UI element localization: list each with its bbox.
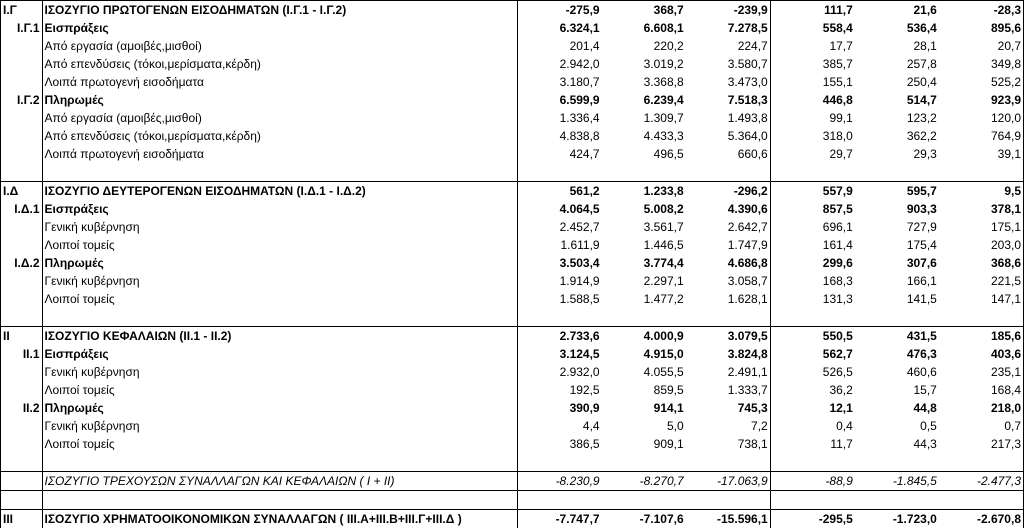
value-cell: 7,2 <box>686 417 771 435</box>
value-cell <box>686 163 771 182</box>
value-cell: 224,7 <box>686 37 771 55</box>
table-row <box>1 91 1024 109</box>
value-cell: 476,3 <box>855 345 939 363</box>
value-cell: 738,1 <box>686 435 771 453</box>
row-code <box>1 236 43 254</box>
row-label: Λοιποί τομείς <box>42 236 517 254</box>
value-cell: 562,7 <box>770 345 855 363</box>
value-cell: 550,5 <box>770 327 855 346</box>
value-cell: 120,0 <box>939 109 1024 127</box>
value-cell: 385,7 <box>770 55 855 73</box>
value-cell: 496,5 <box>602 145 686 163</box>
value-cell <box>517 163 602 182</box>
value-cell: 558,4 <box>770 19 855 37</box>
value-cell: 44,3 <box>855 435 939 453</box>
value-cell: 203,0 <box>939 236 1024 254</box>
row-code: Ι.Γ <box>1 1 43 20</box>
value-cell: 28,1 <box>855 37 939 55</box>
value-cell: 0,5 <box>855 417 939 435</box>
value-cell: -17.063,9 <box>686 472 771 491</box>
row-label: Εισπράξεις <box>42 200 517 218</box>
value-cell: 218,0 <box>939 399 1024 417</box>
value-cell: 1.336,4 <box>517 109 602 127</box>
value-cell: 5,0 <box>602 417 686 435</box>
value-cell <box>770 453 855 472</box>
value-cell: 386,5 <box>517 435 602 453</box>
value-cell: 859,5 <box>602 381 686 399</box>
row-label: Γενική κυβέρνηση <box>42 363 517 381</box>
row-label <box>42 163 517 182</box>
value-cell <box>770 491 855 510</box>
table-row <box>1 472 1024 491</box>
value-cell <box>855 308 939 327</box>
value-cell: 1.493,8 <box>686 109 771 127</box>
table-row <box>1 399 1024 417</box>
value-cell <box>855 491 939 510</box>
value-cell: 168,4 <box>939 381 1024 399</box>
row-label: Πληρωμές <box>42 254 517 272</box>
value-cell: 4.064,5 <box>517 200 602 218</box>
spacer-row <box>1 163 1024 182</box>
table-row <box>1 1 1024 20</box>
table-row <box>1 417 1024 435</box>
value-cell: 175,4 <box>855 236 939 254</box>
row-code <box>1 55 43 73</box>
row-code <box>1 145 43 163</box>
value-cell: 99,1 <box>770 109 855 127</box>
value-cell: 446,8 <box>770 91 855 109</box>
value-cell: 131,3 <box>770 290 855 308</box>
value-cell: 6.599,9 <box>517 91 602 109</box>
value-cell: 307,6 <box>855 254 939 272</box>
row-code <box>1 381 43 399</box>
value-cell <box>517 491 602 510</box>
value-cell: 909,1 <box>602 435 686 453</box>
value-cell: 1.233,8 <box>602 182 686 201</box>
value-cell: 403,6 <box>939 345 1024 363</box>
row-code <box>1 472 43 491</box>
value-cell <box>686 453 771 472</box>
value-cell <box>602 163 686 182</box>
row-label: ΙΣΟΖΥΓΙΟ ΠΡΩΤΟΓΕΝΩΝ ΕΙΣΟΔΗΜΑΤΩΝ (Ι.Γ.1 - Ι.Γ.2) <box>42 1 517 20</box>
spacer-row <box>1 453 1024 472</box>
value-cell: 4.838,8 <box>517 127 602 145</box>
value-cell: 4.000,9 <box>602 327 686 346</box>
value-cell: 745,3 <box>686 399 771 417</box>
value-cell <box>939 453 1024 472</box>
value-cell: 4.055,5 <box>602 363 686 381</box>
value-cell: 1.628,1 <box>686 290 771 308</box>
value-cell: 7.278,5 <box>686 19 771 37</box>
value-cell: 141,5 <box>855 290 939 308</box>
value-cell: 217,3 <box>939 435 1024 453</box>
value-cell <box>602 453 686 472</box>
value-cell: -2.477,3 <box>939 472 1024 491</box>
row-code <box>1 109 43 127</box>
value-cell: 201,4 <box>517 37 602 55</box>
row-label: Λοιποί τομείς <box>42 290 517 308</box>
value-cell <box>855 163 939 182</box>
value-cell: 536,4 <box>855 19 939 37</box>
value-cell: 895,6 <box>939 19 1024 37</box>
value-cell: 3.774,4 <box>602 254 686 272</box>
row-code <box>1 127 43 145</box>
value-cell: 557,9 <box>770 182 855 201</box>
value-cell: 3.368,8 <box>602 73 686 91</box>
value-cell: 3.824,8 <box>686 345 771 363</box>
value-cell: -88,9 <box>770 472 855 491</box>
row-label <box>42 308 517 327</box>
row-code: Ι.Γ.2 <box>1 91 43 109</box>
value-cell: 17,7 <box>770 37 855 55</box>
value-cell: 1.309,7 <box>602 109 686 127</box>
table-row <box>1 19 1024 37</box>
table-row <box>1 290 1024 308</box>
value-cell: 220,2 <box>602 37 686 55</box>
value-cell: 4.433,3 <box>602 127 686 145</box>
table-row <box>1 37 1024 55</box>
row-label: Γενική κυβέρνηση <box>42 417 517 435</box>
value-cell: 5.364,0 <box>686 127 771 145</box>
value-cell: -275,9 <box>517 1 602 20</box>
value-cell: 2.942,0 <box>517 55 602 73</box>
value-cell: 29,7 <box>770 145 855 163</box>
table-row <box>1 254 1024 272</box>
row-code <box>1 435 43 453</box>
value-cell: 3.561,7 <box>602 218 686 236</box>
value-cell: 2.297,1 <box>602 272 686 290</box>
value-cell: -296,2 <box>686 182 771 201</box>
row-label: Πληρωμές <box>42 399 517 417</box>
value-cell: 185,6 <box>939 327 1024 346</box>
value-cell: 3.180,7 <box>517 73 602 91</box>
row-code: Ι.Δ <box>1 182 43 201</box>
row-label: ΙΣΟΖΥΓΙΟ ΧΡΗΜΑΤΟΟΙΚΟΝΟΜΙΚΩΝ ΣΥΝΑΛΛΑΓΩΝ ( ΙΙΙ.Α+ΙΙΙ.Β+ΙΙΙ.Γ+ΙΙΙ.Δ ) <box>42 510 517 528</box>
table-row <box>1 73 1024 91</box>
value-cell: 299,6 <box>770 254 855 272</box>
row-code: Ι.Δ.1 <box>1 200 43 218</box>
value-cell: 166,1 <box>855 272 939 290</box>
row-code: ΙΙΙ <box>1 510 43 528</box>
row-label: Από εργασία (αμοιβές,μισθοί) <box>42 109 517 127</box>
value-cell: -295,5 <box>770 510 855 528</box>
value-cell: 6.324,1 <box>517 19 602 37</box>
value-cell: 0,4 <box>770 417 855 435</box>
row-label: Γενική κυβέρνηση <box>42 272 517 290</box>
value-cell: 11,7 <box>770 435 855 453</box>
value-cell: 5.008,2 <box>602 200 686 218</box>
row-label: Εισπράξεις <box>42 345 517 363</box>
value-cell: 44,8 <box>855 399 939 417</box>
row-code <box>1 453 43 472</box>
value-cell: 2.642,7 <box>686 218 771 236</box>
value-cell: 696,1 <box>770 218 855 236</box>
value-cell: 3.473,0 <box>686 73 771 91</box>
table-row <box>1 381 1024 399</box>
value-cell: 460,6 <box>855 363 939 381</box>
row-code <box>1 417 43 435</box>
row-code <box>1 163 43 182</box>
table-row <box>1 435 1024 453</box>
value-cell: 362,2 <box>855 127 939 145</box>
value-cell <box>686 308 771 327</box>
row-code <box>1 308 43 327</box>
row-label: Λοιπά πρωτογενή εισοδήματα <box>42 145 517 163</box>
value-cell: 3.058,7 <box>686 272 771 290</box>
value-cell: 4.390,6 <box>686 200 771 218</box>
table-row <box>1 236 1024 254</box>
value-cell: 2.733,6 <box>517 327 602 346</box>
value-cell: 1.477,2 <box>602 290 686 308</box>
row-label: Πληρωμές <box>42 91 517 109</box>
value-cell: 923,9 <box>939 91 1024 109</box>
value-cell: -8.270,7 <box>602 472 686 491</box>
row-label: ΙΣΟΖΥΓΙΟ ΔΕΥΤΕΡΟΓΕΝΩΝ ΕΙΣΟΔΗΜΑΤΩΝ (Ι.Δ.1 - Ι.Δ.2) <box>42 182 517 201</box>
value-cell: 3.079,5 <box>686 327 771 346</box>
value-cell: 2.452,7 <box>517 218 602 236</box>
value-cell <box>602 308 686 327</box>
row-code: Ι.Γ.1 <box>1 19 43 37</box>
value-cell: 390,9 <box>517 399 602 417</box>
value-cell: -8.230,9 <box>517 472 602 491</box>
value-cell: 1.588,5 <box>517 290 602 308</box>
row-code <box>1 491 43 510</box>
table-row <box>1 327 1024 346</box>
row-label: ΙΣΟΖΥΓΙΟ ΚΕΦΑΛΑΙΩΝ (ΙΙ.1 - ΙΙ.2) <box>42 327 517 346</box>
value-cell: 6.608,1 <box>602 19 686 37</box>
value-cell: 3.124,5 <box>517 345 602 363</box>
value-cell: 257,8 <box>855 55 939 73</box>
table-row <box>1 345 1024 363</box>
value-cell: 424,7 <box>517 145 602 163</box>
value-cell <box>770 163 855 182</box>
value-cell: 1.333,7 <box>686 381 771 399</box>
value-cell: 192,5 <box>517 381 602 399</box>
value-cell: 39,1 <box>939 145 1024 163</box>
value-cell: -1.723,0 <box>855 510 939 528</box>
value-cell: -239,9 <box>686 1 771 20</box>
row-label: ΙΣΟΖΥΓΙΟ ΤΡΕΧΟΥΣΩΝ ΣΥΝΑΛΛΑΓΩΝ ΚΑΙ ΚΕΦΑΛΑΙΩΝ ( Ι + ΙΙ) <box>42 472 517 491</box>
row-code: ΙΙ.1 <box>1 345 43 363</box>
row-code <box>1 272 43 290</box>
row-label <box>42 453 517 472</box>
row-label: Λοιποί τομείς <box>42 381 517 399</box>
table-row <box>1 218 1024 236</box>
value-cell: 764,9 <box>939 127 1024 145</box>
value-cell: 168,3 <box>770 272 855 290</box>
row-code: Ι.Δ.2 <box>1 254 43 272</box>
value-cell <box>517 453 602 472</box>
value-cell: 0,7 <box>939 417 1024 435</box>
value-cell <box>517 308 602 327</box>
value-cell: 4.915,0 <box>602 345 686 363</box>
value-cell: 12,1 <box>770 399 855 417</box>
value-cell: 525,2 <box>939 73 1024 91</box>
row-label: Εισπράξεις <box>42 19 517 37</box>
value-cell: 857,5 <box>770 200 855 218</box>
value-cell: 431,5 <box>855 327 939 346</box>
spacer-row <box>1 308 1024 327</box>
value-cell: 21,6 <box>855 1 939 20</box>
value-cell: -1.845,5 <box>855 472 939 491</box>
value-cell: 368,6 <box>939 254 1024 272</box>
value-cell: -7.107,6 <box>602 510 686 528</box>
value-cell: 147,1 <box>939 290 1024 308</box>
value-cell: 161,4 <box>770 236 855 254</box>
table-row <box>1 109 1024 127</box>
value-cell: 1.446,5 <box>602 236 686 254</box>
value-cell: 727,9 <box>855 218 939 236</box>
row-label <box>42 491 517 510</box>
value-cell: 175,1 <box>939 218 1024 236</box>
row-code <box>1 218 43 236</box>
value-cell: 111,7 <box>770 1 855 20</box>
row-code: ΙΙ.2 <box>1 399 43 417</box>
table-row <box>1 145 1024 163</box>
value-cell: 1.914,9 <box>517 272 602 290</box>
value-cell: 3.503,4 <box>517 254 602 272</box>
value-cell: 9,5 <box>939 182 1024 201</box>
row-label: Λοιπά πρωτογενή εισοδήματα <box>42 73 517 91</box>
value-cell <box>939 163 1024 182</box>
row-code <box>1 363 43 381</box>
value-cell: 660,6 <box>686 145 771 163</box>
value-cell: 7.518,3 <box>686 91 771 109</box>
value-cell: 368,7 <box>602 1 686 20</box>
row-label: Από επενδύσεις (τόκοι,μερίσματα,κέρδη) <box>42 127 517 145</box>
value-cell <box>939 491 1024 510</box>
value-cell: 1.747,9 <box>686 236 771 254</box>
value-cell: 903,3 <box>855 200 939 218</box>
value-cell: -7.747,7 <box>517 510 602 528</box>
value-cell: -2.670,8 <box>939 510 1024 528</box>
value-cell: 2.491,1 <box>686 363 771 381</box>
value-cell: 250,4 <box>855 73 939 91</box>
table-row <box>1 182 1024 201</box>
row-label: Από εργασία (αμοιβές,μισθοί) <box>42 37 517 55</box>
value-cell: 3.580,7 <box>686 55 771 73</box>
value-cell: 318,0 <box>770 127 855 145</box>
value-cell: 15,7 <box>855 381 939 399</box>
value-cell: 36,2 <box>770 381 855 399</box>
table-body <box>1 1 1024 528</box>
row-label: Λοιποί τομείς <box>42 435 517 453</box>
table-row <box>1 363 1024 381</box>
value-cell: 1.611,9 <box>517 236 602 254</box>
row-label: Από επενδύσεις (τόκοι,μερίσματα,κέρδη) <box>42 55 517 73</box>
value-cell: 4.686,8 <box>686 254 771 272</box>
value-cell: 123,2 <box>855 109 939 127</box>
row-code <box>1 73 43 91</box>
value-cell: 221,5 <box>939 272 1024 290</box>
value-cell: 29,3 <box>855 145 939 163</box>
table-row <box>1 55 1024 73</box>
value-cell <box>770 308 855 327</box>
value-cell <box>855 453 939 472</box>
value-cell <box>939 308 1024 327</box>
value-cell: 595,7 <box>855 182 939 201</box>
value-cell: 2.932,0 <box>517 363 602 381</box>
value-cell: 349,8 <box>939 55 1024 73</box>
value-cell: 3.019,2 <box>602 55 686 73</box>
value-cell <box>686 491 771 510</box>
row-code: ΙΙ <box>1 327 43 346</box>
table-row <box>1 127 1024 145</box>
row-label: Γενική κυβέρνηση <box>42 218 517 236</box>
value-cell: 235,1 <box>939 363 1024 381</box>
value-cell: 4,4 <box>517 417 602 435</box>
value-cell: 914,1 <box>602 399 686 417</box>
value-cell: -15.596,1 <box>686 510 771 528</box>
value-cell: 526,5 <box>770 363 855 381</box>
value-cell: 561,2 <box>517 182 602 201</box>
value-cell: 514,7 <box>855 91 939 109</box>
value-cell: 20,7 <box>939 37 1024 55</box>
value-cell: 378,1 <box>939 200 1024 218</box>
value-cell: -28,3 <box>939 1 1024 20</box>
table-row <box>1 272 1024 290</box>
row-code <box>1 290 43 308</box>
value-cell: 6.239,4 <box>602 91 686 109</box>
spacer-row <box>1 491 1024 510</box>
value-cell: 155,1 <box>770 73 855 91</box>
value-cell <box>602 491 686 510</box>
row-code <box>1 37 43 55</box>
table-row <box>1 200 1024 218</box>
